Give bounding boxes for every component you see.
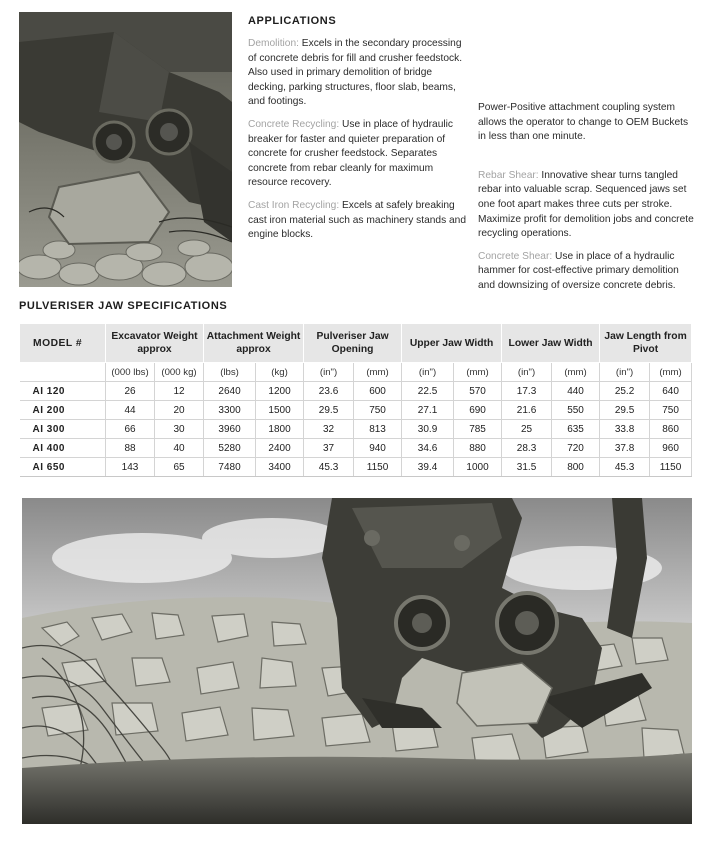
unit-cell: (mm) [354,363,402,382]
value-cell: 23.6 [304,382,354,401]
value-cell: 440 [552,382,600,401]
value-cell: 2400 [256,439,304,458]
unit-cell: (000 lbs) [106,363,155,382]
value-cell: 45.3 [304,458,354,477]
value-cell: 860 [650,420,692,439]
value-cell: 1800 [256,420,304,439]
header-upper-jaw-width: Upper Jaw Width [402,324,502,363]
value-cell: 88 [106,439,155,458]
header-attachment-weight: Attachment Weight approx [204,324,304,363]
table-row [20,401,692,420]
table-row [20,458,692,477]
value-cell: 21.6 [502,401,552,420]
value-cell: 28.3 [502,439,552,458]
unit-cell: (in") [502,363,552,382]
applications-heading: APPLICATIONS [248,15,337,27]
value-cell: 29.5 [304,401,354,420]
value-cell: 3960 [204,420,256,439]
value-cell: 3400 [256,458,304,477]
model-cell: AI 400 [20,439,106,458]
value-cell: 39.4 [402,458,454,477]
value-cell: 66 [106,420,155,439]
value-cell: 960 [650,439,692,458]
value-cell: 720 [552,439,600,458]
unit-cell: (mm) [454,363,502,382]
value-cell: 17.3 [502,382,552,401]
coupling-system-note: Power-Positive attachment coupling system allows the operator to change to OEM Buckets in less than one minute. [478,102,689,143]
application-cast-iron-recycling: Cast Iron Recycling: Excels at safely breaking cast iron material such as machinery stands and engine blocks. [248,199,467,241]
value-cell: 12 [155,382,204,401]
value-cell: 1150 [354,458,402,477]
value-cell: 800 [552,458,600,477]
unit-cell: (000 kg) [155,363,204,382]
pulveriser-rubble-photo [22,498,692,824]
header-lower-jaw-width: Lower Jaw Width [502,324,600,363]
value-cell: 44 [106,401,155,420]
value-cell: 40 [155,439,204,458]
model-cell: AI 120 [20,382,106,401]
value-cell: 65 [155,458,204,477]
value-cell: 880 [454,439,502,458]
value-cell: 750 [354,401,402,420]
unit-cell: (mm) [650,363,692,382]
value-cell: 32 [304,420,354,439]
value-cell: 750 [650,401,692,420]
value-cell: 5280 [204,439,256,458]
value-cell: 3300 [204,401,256,420]
value-cell: 813 [354,420,402,439]
model-cell: AI 300 [20,420,106,439]
value-cell: 1000 [454,458,502,477]
units-row [20,363,692,382]
unit-cell: (in") [304,363,354,382]
application-demolition: Demolition: Excels in the secondary processing of concrete debris for fill and crusher feedstock. Also used in primary demolition of bridge decking, parking structures, floor slab, beams, and footings. [248,38,463,108]
unit-cell: (lbs) [204,363,256,382]
value-cell: 33.8 [600,420,650,439]
header-excavator-weight: Excavator Weight approx [106,324,204,363]
value-cell: 550 [552,401,600,420]
value-cell: 600 [354,382,402,401]
table-row [20,439,692,458]
unit-cell: (mm) [552,363,600,382]
unit-cell: (kg) [256,363,304,382]
pulveriser-closeup-photo [19,12,232,287]
value-cell: 635 [552,420,600,439]
value-cell: 25 [502,420,552,439]
value-cell: 690 [454,401,502,420]
value-cell: 45.3 [600,458,650,477]
header-jaw-opening: Pulveriser Jaw Opening [304,324,402,363]
applications-left-column [248,37,466,251]
specs-header-row [20,324,692,363]
value-cell: 30 [155,420,204,439]
value-cell: 29.5 [600,401,650,420]
value-cell: 1500 [256,401,304,420]
value-cell: 940 [354,439,402,458]
value-cell: 26 [106,382,155,401]
value-cell: 27.1 [402,401,454,420]
table-row [20,382,692,401]
header-jaw-length: Jaw Length from Pivot [600,324,692,363]
value-cell: 7480 [204,458,256,477]
model-cell: AI 650 [20,458,106,477]
value-cell: 640 [650,382,692,401]
value-cell: 20 [155,401,204,420]
value-cell: 37.8 [600,439,650,458]
application-rebar-shear: Rebar Shear: Innovative shear turns tangled rebar into valuable scrap. Sequenced jaws set one foot apart makes three cuts per stroke. Maximize profit for demolition jobs and concrete recycling operations. [478,169,694,240]
specs-heading: PULVERISER JAW SPECIFICATIONS [19,300,228,312]
header-model: MODEL # [20,324,106,363]
value-cell: 30.9 [402,420,454,439]
value-cell: 34.6 [402,439,454,458]
value-cell: 31.5 [502,458,552,477]
applications-right-column [478,101,696,302]
value-cell: 143 [106,458,155,477]
value-cell: 22.5 [402,382,454,401]
unit-cell: (in") [402,363,454,382]
value-cell: 785 [454,420,502,439]
value-cell: 2640 [204,382,256,401]
value-cell: 1200 [256,382,304,401]
units-blank [20,363,106,382]
table-row [20,420,692,439]
model-cell: AI 200 [20,401,106,420]
unit-cell: (in") [600,363,650,382]
specs-table [19,323,692,477]
application-concrete-recycling: Concrete Recycling: Use in place of hydraulic breaker for faster and quieter preparation of concrete for crusher feedstock. Separates concrete from rebar cleanly for maximum resource recovery. [248,118,453,189]
value-cell: 570 [454,382,502,401]
application-concrete-shear: Concrete Shear: Use in place of a hydraulic hammer for cost-effective primary demolition and downsizing of oversize concrete debris. [478,250,679,291]
value-cell: 37 [304,439,354,458]
value-cell: 25.2 [600,382,650,401]
value-cell: 1150 [650,458,692,477]
